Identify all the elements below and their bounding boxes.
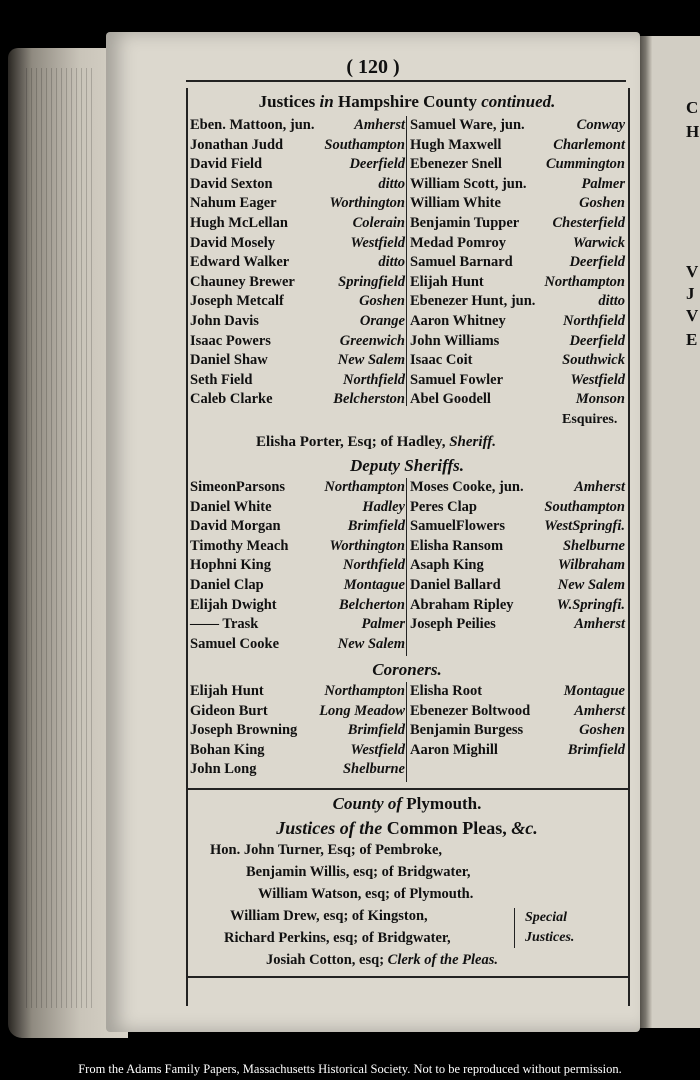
list-item <box>410 214 625 234</box>
sheriff-name: Elisha Porter, Esq; of Hadley, <box>256 434 446 450</box>
bottom-rule <box>186 976 628 978</box>
person-name: Daniel White <box>190 498 272 515</box>
town-name: Brimfield <box>347 722 405 739</box>
facing-page-fragment: J <box>686 284 695 303</box>
town-name: ditto <box>598 293 625 310</box>
town-name: Amherst <box>574 616 625 633</box>
person-name: John Williams <box>410 332 500 349</box>
town-name: New Salem <box>337 352 405 369</box>
list-item <box>410 292 625 312</box>
town-name: Belcherton <box>338 596 405 613</box>
list-item <box>410 136 625 156</box>
person-name: Seth Field <box>190 371 253 388</box>
town-name: Goshen <box>579 722 625 739</box>
person-name: SimeonParsons <box>190 479 286 495</box>
person-name: Abel Goodell <box>410 391 491 408</box>
person-name: Abraham Ripley <box>410 596 514 613</box>
person-name: Medad Pomroy <box>410 234 506 251</box>
town-name: Warwick <box>572 234 625 251</box>
list-item <box>190 556 405 576</box>
facing-page-fragment: V <box>686 262 699 281</box>
town-name: Deerfield <box>569 254 625 271</box>
facing-page-fragment: E <box>686 330 698 349</box>
list-item <box>410 390 625 410</box>
list-item <box>410 332 625 352</box>
person-name: Samuel Ware, jun. <box>410 117 525 133</box>
person-name: David Morgan <box>190 518 281 535</box>
person-name: William White <box>410 195 501 212</box>
town-name: Palmer <box>581 175 625 192</box>
person-name: Elijah Dwight <box>190 596 277 613</box>
list-item <box>410 253 625 273</box>
list-item <box>190 194 405 214</box>
sheriff-title: Sheriff. <box>449 434 497 450</box>
plymouth-justice-line: Hon. John Turner, Esq; of Pembroke, <box>210 842 443 858</box>
person-name: John Long <box>190 761 257 778</box>
list-item <box>190 234 405 254</box>
section-rule <box>186 788 628 790</box>
person-name: Samuel Barnard <box>410 254 513 271</box>
heading-word: Justices <box>258 92 316 111</box>
clerk-title: Clerk of the Pleas. <box>387 952 499 968</box>
list-item <box>190 332 405 352</box>
list-item <box>410 155 625 175</box>
town-name: Greenwich <box>339 332 405 349</box>
list-item <box>190 596 405 616</box>
justices-main: Common Pleas, <box>386 818 507 838</box>
deputies-left-column <box>190 478 405 654</box>
list-item <box>190 721 405 741</box>
book-page <box>106 32 640 1032</box>
town-name: Shelburne <box>562 537 625 554</box>
town-name: Conway <box>576 117 625 133</box>
special-justice-line: William Drew, esq; of Kingston, <box>230 908 428 924</box>
person-name: Hugh Maxwell <box>410 136 502 153</box>
town-name: Orange <box>359 312 405 329</box>
list-item <box>410 517 625 537</box>
heading-word: Hampshire County <box>337 92 477 111</box>
town-name: Deerfield <box>569 332 625 349</box>
person-name: Benjamin Tupper <box>410 214 520 231</box>
common-pleas-heading <box>186 818 628 839</box>
list-item <box>190 116 405 136</box>
person-name: Elijah Hunt <box>190 683 264 699</box>
town-name: Northampton <box>324 479 405 495</box>
town-name: Northampton <box>544 273 625 290</box>
town-name: Worthington <box>329 537 405 554</box>
town-name: Palmer <box>361 616 405 633</box>
column-divider <box>406 682 407 782</box>
town-name: Hadley <box>362 498 405 515</box>
person-name: Elijah Hunt <box>410 273 484 290</box>
list-item <box>410 741 625 761</box>
list-item <box>190 312 405 332</box>
person-name: David Field <box>190 156 263 173</box>
list-item <box>410 175 625 195</box>
special-justice-line: Richard Perkins, esq; of Bridgwater, <box>224 930 451 946</box>
plymouth-justice-line: William Watson, esq; of Plymouth. <box>258 886 474 902</box>
list-item <box>190 390 405 410</box>
town-name: WestSpringfi. <box>544 518 625 535</box>
page-number: ( 120 ) <box>346 56 400 78</box>
list-item <box>190 517 405 537</box>
column-divider <box>406 478 407 656</box>
deputy-sheriffs-heading: Deputy Sheriffs. <box>350 456 464 475</box>
justices-left-column <box>190 116 405 410</box>
top-rule <box>186 80 626 82</box>
list-item <box>410 194 625 214</box>
list-item <box>190 537 405 557</box>
heading-word: in <box>319 92 334 111</box>
town-name: Northfield <box>562 312 625 329</box>
person-name: John Davis <box>190 312 259 329</box>
list-item <box>410 537 625 557</box>
town-name: Deerfield <box>349 156 405 173</box>
town-name: Shelburne <box>342 761 405 778</box>
list-item <box>190 351 405 371</box>
town-name: Amherst <box>354 117 405 133</box>
town-name: Belcherston <box>333 391 405 408</box>
person-name: Ebenezer Hunt, jun. <box>410 293 536 310</box>
town-name: Wilbraham <box>557 557 625 574</box>
town-name: Springfield <box>338 273 405 290</box>
town-name: Montague <box>563 683 625 699</box>
list-item <box>410 556 625 576</box>
town-name: Brimfield <box>567 741 625 758</box>
person-name: Joseph Browning <box>190 722 298 739</box>
list-item <box>410 312 625 332</box>
town-name: Westfield <box>570 371 625 388</box>
list-item <box>410 615 625 635</box>
list-item <box>190 155 405 175</box>
person-name: Aaron Mighill <box>410 741 498 758</box>
town-name: Brimfield <box>347 518 405 535</box>
coroners-right-column <box>410 682 625 760</box>
list-item <box>190 136 405 156</box>
list-item <box>410 576 625 596</box>
justices-right-column <box>410 116 625 410</box>
town-name: Cummington <box>546 156 625 173</box>
person-name: Isaac Powers <box>190 332 271 349</box>
town-name: Westfield <box>350 741 405 758</box>
town-name: New Salem <box>557 576 625 593</box>
list-item <box>190 371 405 391</box>
list-item <box>410 351 625 371</box>
person-name: Eben. Mattoon, jun. <box>190 117 315 133</box>
county-heading <box>186 794 628 814</box>
person-name: Ebenezer Boltwood <box>410 702 531 719</box>
list-item <box>410 721 625 741</box>
person-name: Caleb Clarke <box>190 391 273 408</box>
page-edges <box>26 68 96 1008</box>
clerk-line <box>266 952 498 969</box>
list-item <box>410 478 625 498</box>
list-item <box>410 596 625 616</box>
list-item <box>410 273 625 293</box>
person-name: Nahum Eager <box>190 195 277 212</box>
person-name: Elisha Ransom <box>410 537 504 554</box>
coroners-left-column <box>190 682 405 780</box>
person-name: SamuelFlowers <box>410 518 506 535</box>
town-name: Chesterfield <box>552 214 625 231</box>
town-name: Goshen <box>579 195 625 212</box>
list-item <box>190 615 405 635</box>
justices-suffix: &c. <box>511 818 538 838</box>
special-label-line: Justices. <box>525 930 575 945</box>
person-name: Hugh McLellan <box>190 214 288 231</box>
list-item <box>190 702 405 722</box>
clerk-name: Josiah Cotton, esq; <box>266 952 385 968</box>
person-name: Peres Clap <box>410 498 477 515</box>
list-item <box>190 478 405 498</box>
person-name: David Mosely <box>190 234 275 251</box>
person-name: Hophni King <box>190 557 271 574</box>
facing-page-fragment: H <box>686 122 700 141</box>
person-name: Daniel Shaw <box>190 352 268 369</box>
town-name: W.Springfi. <box>556 596 625 613</box>
town-name: Westfield <box>350 234 405 251</box>
coroners-heading: Coroners. <box>372 660 442 679</box>
section-heading <box>186 92 628 112</box>
town-name: Long Meadow <box>319 702 405 719</box>
town-name: Southampton <box>544 498 625 515</box>
town-name: Northfield <box>342 557 405 574</box>
special-label-line: Special <box>525 910 567 925</box>
person-name: Ebenezer Snell <box>410 156 502 173</box>
list-item <box>410 116 625 136</box>
person-name: Joseph Peilies <box>410 616 496 633</box>
person-name: Elisha Root <box>410 683 483 699</box>
person-name: Benjamin Burgess <box>410 722 524 739</box>
facing-page-fragment: C <box>686 98 699 117</box>
list-item <box>410 371 625 391</box>
person-name: Timothy Meach <box>190 537 289 554</box>
list-item <box>190 741 405 761</box>
heading-word: continued. <box>481 92 556 111</box>
list-item <box>410 498 625 518</box>
town-name: Northfield <box>342 371 405 388</box>
town-name: Goshen <box>359 293 405 310</box>
town-name: Southampton <box>324 136 405 153</box>
list-item <box>190 214 405 234</box>
list-item <box>190 292 405 312</box>
facing-page-fragment: V <box>686 306 699 325</box>
list-item <box>190 175 405 195</box>
person-name: David Sexton <box>190 175 273 192</box>
town-name: Charlemont <box>553 136 625 153</box>
person-name: Chauney Brewer <box>190 273 295 290</box>
person-name: Isaac Coit <box>410 352 473 369</box>
county-name: Plymouth. <box>406 794 482 813</box>
special-justices-label <box>514 908 595 948</box>
county-prefix: County of <box>332 794 403 813</box>
esquires-label: Esquires. <box>562 412 618 427</box>
list-item <box>190 253 405 273</box>
person-name: Gideon Burt <box>190 702 268 719</box>
town-name: Montague <box>343 576 405 593</box>
town-name: ditto <box>378 175 405 192</box>
copyright-footer: From the Adams Family Papers, Massachusetts Historical Society. Not to be reproduced without permission. <box>78 1062 622 1076</box>
town-name: Worthington <box>329 195 405 212</box>
person-name: Samuel Fowler <box>410 371 504 388</box>
town-name: Amherst <box>574 702 625 719</box>
town-name: Monson <box>575 391 625 408</box>
justices-prefix: Justices of the <box>276 818 383 838</box>
list-item <box>190 273 405 293</box>
person-name: Joseph Metcalf <box>190 293 284 310</box>
person-name: Asaph King <box>410 557 484 574</box>
person-name: Bohan King <box>190 741 265 758</box>
deputies-right-column <box>410 478 625 635</box>
list-item <box>410 234 625 254</box>
plymouth-justice-line: Benjamin Willis, esq; of Bridgwater, <box>246 864 471 880</box>
town-name: Southwick <box>562 352 625 369</box>
person-name: Samuel Cooke <box>190 635 280 652</box>
town-name: New Salem <box>337 635 405 652</box>
list-item <box>410 682 625 702</box>
person-name: Moses Cooke, jun. <box>410 479 524 495</box>
person-name: —— Trask <box>190 616 259 633</box>
person-name: William Scott, jun. <box>410 175 527 192</box>
column-divider <box>406 116 407 406</box>
list-item <box>410 702 625 722</box>
list-item <box>190 576 405 596</box>
town-name: ditto <box>378 254 405 271</box>
list-item <box>190 682 405 702</box>
sheriff-line <box>256 434 496 451</box>
town-name: Colerain <box>352 214 405 231</box>
list-item <box>190 760 405 780</box>
list-item <box>190 635 405 655</box>
person-name: Jonathan Judd <box>190 136 284 153</box>
town-name: Northampton <box>324 683 405 699</box>
person-name: Daniel Clap <box>190 576 264 593</box>
town-name: Amherst <box>574 479 625 495</box>
list-item <box>190 498 405 518</box>
person-name: Aaron Whitney <box>410 312 506 329</box>
person-name: Daniel Ballard <box>410 576 501 593</box>
person-name: Edward Walker <box>190 254 290 271</box>
